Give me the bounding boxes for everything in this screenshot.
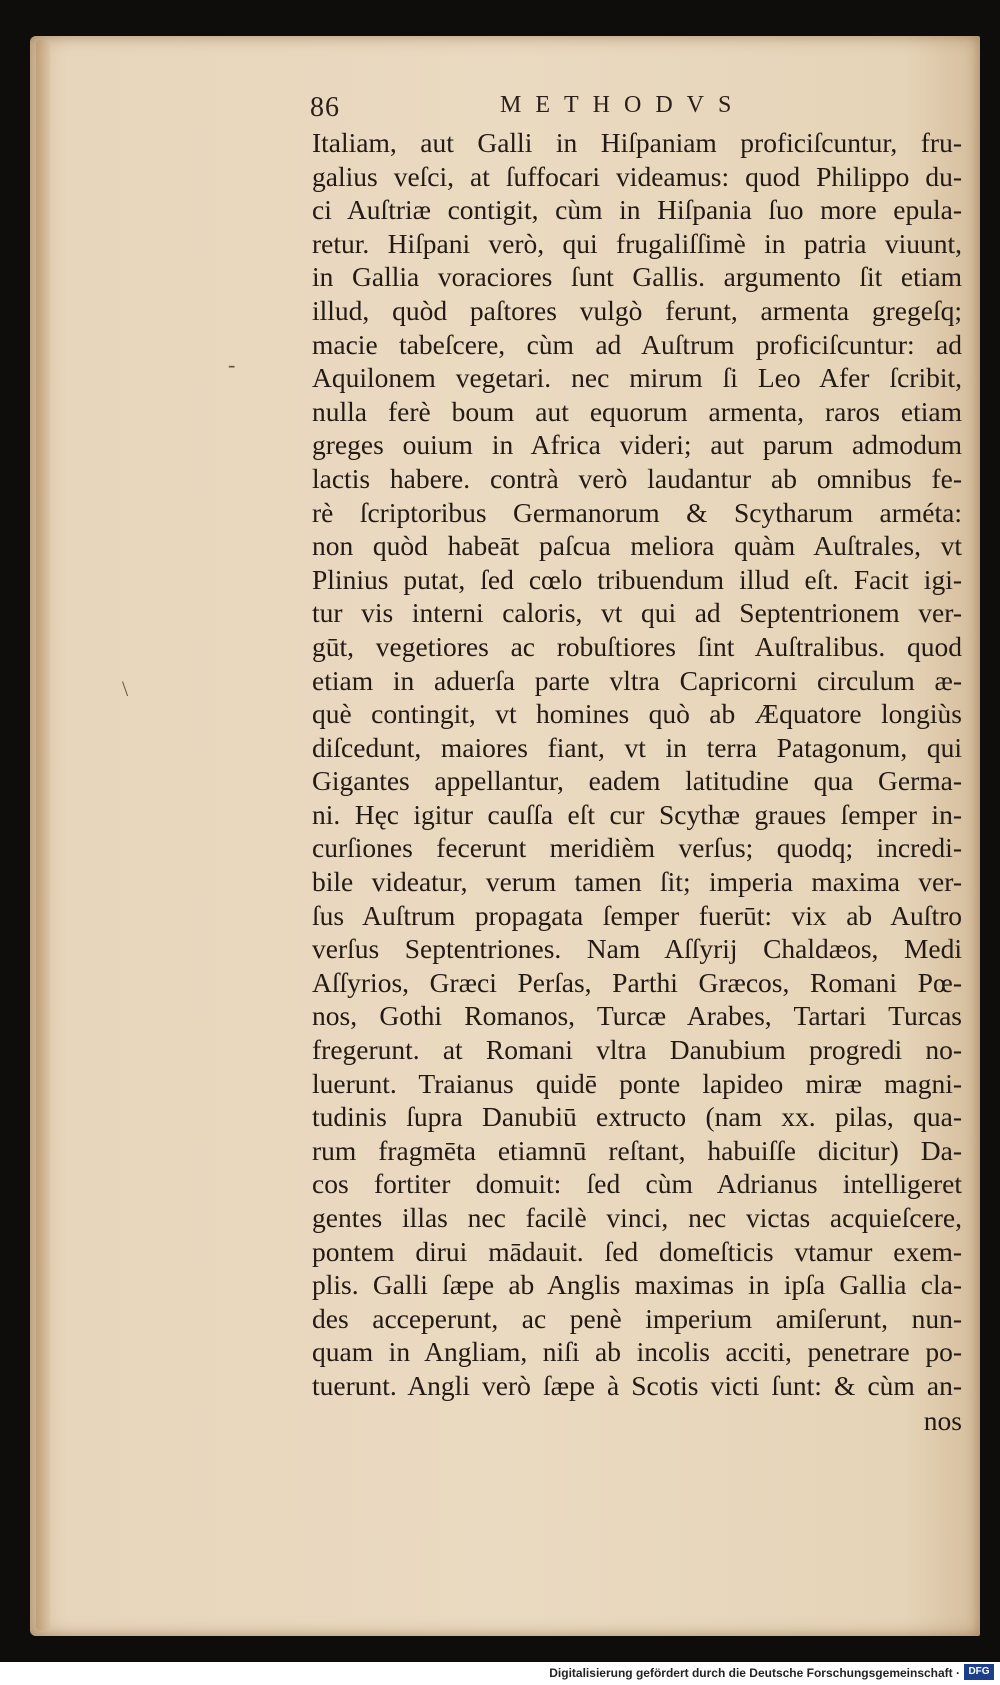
text-line: galius veſci, at ſuffocari videamus: quod Philippo du- [312,160,962,192]
page-number: 86 [310,92,340,123]
text-line: diſcedunt, maiores fiant, vt in terra Patagonum, qui [312,731,962,763]
funding-credit: Digitalisierung gefördert durch die Deutsche Forschungsgemeinschaft · [549,1666,960,1680]
text-line: plis. Galli ſæpe ab Anglis maximas in ipſa Gallia cla- [312,1269,962,1301]
text-line: tuerunt. Angli verò ſæpe à Scotis victi ſunt: & cùm an- [312,1369,962,1401]
text-line: curſiones fecerunt meridièm verſus; quodq; incredi- [312,832,962,864]
text-line: verſus Septentriones. Nam Aſſyrij Chaldæos, Medi [312,933,962,965]
text-line: rum fragmēta etiamnū reſtant, habuiſſe dicitur) Da- [312,1134,962,1166]
text-line: ci Auſtriæ contigit, cùm in Hiſpania ſuo more epula- [312,194,962,226]
text-line: què contingit, vt homines quò ab Æquatore longiùs [312,698,962,730]
text-line: retur. Hiſpani verò, qui frugaliſſimè in patria viuunt, [312,227,962,259]
text-line: luerunt. Traianus quidē ponte lapideo miræ magni- [312,1067,962,1099]
margin-dash: \ [122,676,129,701]
text-line: Italiam, aut Galli in Hiſpaniam proficiſcuntur, fru- [312,127,962,158]
text-line: Aſſyrios, Græci Perſas, Parthi Græcos, Romani Pœ- [312,966,962,998]
text-line: rè ſcriptoribus Germanorum & Scytharum arméta: [312,496,962,528]
text-line: fregerunt. at Romani vltra Danubium progredi no- [312,1034,962,1066]
text-line: etiam in aduerſa parte vltra Capricorni circulum æ- [312,664,962,696]
text-line: des acceperunt, ac penè imperium amiſerunt, nun- [312,1302,962,1334]
catchword: nos [923,1405,962,1436]
text-line: pontem dirui mādauit. ſed domeſticis vtamur exem- [312,1235,962,1267]
text-line: nos, Gothi Romanos, Turcæ Arabes, Tartari Turcas [312,1000,962,1032]
text-line: Plinius putat, ſed cœlo tribuendum illud eſt. Facit igi- [312,563,962,595]
text-line: greges ouium in Africa videri; aut parum admodum [312,429,962,461]
text-line: tudinis ſupra Danubiū extructo (nam xx. pilas, qua- [312,1101,962,1133]
running-head: METHODVS [500,92,746,118]
text-line: Aquilonem vegetari. nec mirum ſi Leo Afer ſcribit, [312,362,962,394]
text-line: ſus Auſtrum propagata ſemper fuerūt: vix ab Auſtro [312,899,962,931]
text-line: non quòd habeāt paſcua meliora quàm Auſtrales, vt [312,530,962,562]
text-line: macie tabeſcere, cùm ad Auſtrum proficiſcuntur: ad [312,328,962,360]
text-line: illud, quòd paſtores vulgò ferunt, armenta gregeſq; [312,294,962,326]
text-line: tur vis interni caloris, vt qui ad Septentrionem ver- [312,597,962,629]
text-line: ni. Hęc igitur cauſſa eſt cur Scythæ graues ſemper in- [312,798,962,830]
body-text [312,126,962,1403]
text-line: gūt, vegetiores ac robuſtiores ſint Auſtralibus. quod [312,630,962,662]
text-line: lactis habere. contrà verò laudantur ab omnibus fe- [312,462,962,494]
text-line: quam in Angliam, niſi ab incolis acciti, penetrare po- [312,1336,962,1368]
dfg-logo: DFG [964,1664,994,1680]
text-line: nulla ferè boum aut equorum armenta, raros etiam [312,395,962,427]
text-line: cos fortiter domuit: ſed cùm Adrianus intelligeret [312,1168,962,1200]
text-line: gentes illas nec facilè vinci, nec victas acquieſcere, [312,1202,962,1233]
text-line: Gigantes appellantur, eadem latitudine qua Germa- [312,765,962,797]
margin-dash: - [228,352,236,377]
text-line: bile videatur, verum tamen ſit; imperia maxima ver- [312,866,962,898]
page-gutter-shadow [36,40,50,1630]
text-line: in Gallia voraciores ſunt Gallis. argumento ſit etiam [312,261,962,293]
